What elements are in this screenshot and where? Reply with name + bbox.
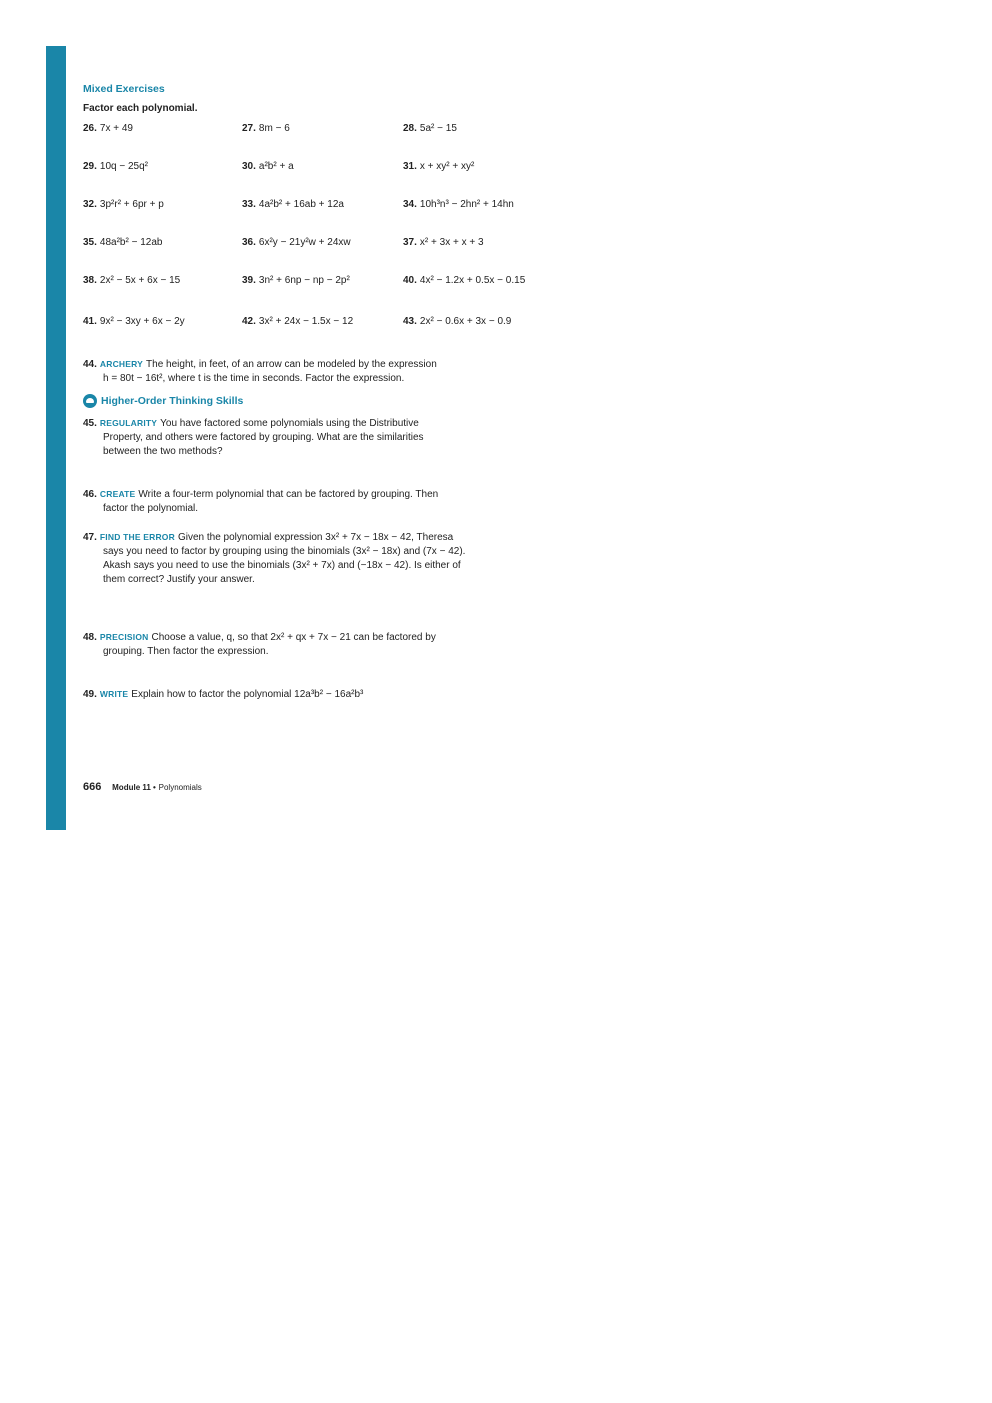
exercise-number: 27. xyxy=(242,123,256,134)
exercise-expression: 3p²r² + 6pr + p xyxy=(99,199,164,210)
problem-keyword: ARCHERY xyxy=(99,359,144,369)
exercise-item xyxy=(403,123,457,134)
exercise-number: 38. xyxy=(83,275,97,286)
topic-label: Polynomials xyxy=(158,783,202,792)
exercise-expression: 3x² + 24x − 1.5x − 12 xyxy=(258,316,354,327)
exercise-expression: 5a² − 15 xyxy=(419,123,457,134)
exercise-item xyxy=(242,123,290,134)
exercise-number: 41. xyxy=(83,316,97,327)
problem-number: 47. xyxy=(83,532,97,543)
exercise-number: 32. xyxy=(83,199,97,210)
problem-text: them correct? Justify your answer. xyxy=(103,574,255,585)
exercise-expression: 6x²y − 21y²w + 24xw xyxy=(258,237,351,248)
problem-49 xyxy=(83,687,503,702)
problem-text: says you need to factor by grouping using the binomials (3x² − 18x) and (7x − 42). xyxy=(103,546,466,557)
problem-number: 44. xyxy=(83,359,97,370)
exercise-expression: 2x² − 5x + 6x − 15 xyxy=(99,275,181,286)
problem-47 xyxy=(83,530,503,587)
exercise-expression: 2x² − 0.6x + 3x − 0.9 xyxy=(419,316,512,327)
exercise-expression: 9x² − 3xy + 6x − 2y xyxy=(99,316,185,327)
problem-text: Property, and others were factored by grouping. What are the similarities xyxy=(103,432,424,443)
exercise-number: 36. xyxy=(242,237,256,248)
problem-45 xyxy=(83,416,503,459)
exercise-item xyxy=(83,199,164,210)
problem-text: Choose a value, q, so that 2x² + qx + 7x − 21 can be factored by xyxy=(151,632,436,643)
exercise-expression: 10h³n³ − 2hn² + 14hn xyxy=(419,199,514,210)
exercise-number: 43. xyxy=(403,316,417,327)
exercise-item xyxy=(403,275,525,286)
problem-keyword: CREATE xyxy=(99,489,136,499)
exercise-expression: x + xy² + xy² xyxy=(419,161,475,172)
exercise-item xyxy=(83,161,148,172)
problem-keyword: REGULARITY xyxy=(99,418,158,428)
exercise-expression: 4a²b² + 16ab + 12a xyxy=(258,199,344,210)
exercise-item xyxy=(242,237,351,248)
problem-text: Akash says you need to use the binomials (3x² + 7x) and (−18x − 42). Is either of xyxy=(103,560,461,571)
problem-text: Explain how to factor the polynomial 12a³b² − 16a²b³ xyxy=(131,689,364,700)
instruction-text: Factor each polynomial. xyxy=(83,103,198,114)
problem-number: 45. xyxy=(83,418,97,429)
exercise-item xyxy=(83,316,185,327)
hots-heading xyxy=(83,394,243,408)
exercise-number: 26. xyxy=(83,123,97,134)
problem-number: 46. xyxy=(83,489,97,500)
exercise-item xyxy=(83,123,133,134)
exercise-item xyxy=(242,199,344,210)
exercise-item xyxy=(83,237,162,248)
problem-text: factor the polynomial. xyxy=(103,503,199,514)
problem-number: 48. xyxy=(83,632,97,643)
problem-keyword: WRITE xyxy=(99,689,129,699)
exercise-item xyxy=(83,275,180,286)
problem-text: Write a four-term polynomial that can be factored by grouping. Then xyxy=(138,489,439,500)
exercise-item xyxy=(403,316,511,327)
problem-text: grouping. Then factor the expression. xyxy=(103,646,269,657)
exercise-number: 39. xyxy=(242,275,256,286)
brain-icon xyxy=(83,394,97,408)
section-title: Mixed Exercises xyxy=(83,83,165,95)
exercise-number: 30. xyxy=(242,161,256,172)
exercise-expression: 8m − 6 xyxy=(258,123,290,134)
page-footer xyxy=(83,781,202,793)
problem-text: h = 80t − 16t², where t is the time in seconds. Factor the expression. xyxy=(103,373,405,384)
exercise-number: 29. xyxy=(83,161,97,172)
exercise-expression: 4x² − 1.2x + 0.5x − 0.15 xyxy=(419,275,526,286)
exercise-expression: 7x + 49 xyxy=(99,123,133,134)
problem-text: between the two methods? xyxy=(103,446,223,457)
exercise-expression: 10q − 25q² xyxy=(99,161,149,172)
exercise-number: 33. xyxy=(242,199,256,210)
exercise-number: 35. xyxy=(83,237,97,248)
problem-text: Given the polynomial expression 3x² + 7x − 18x − 42, Theresa xyxy=(177,532,454,543)
problem-number: 49. xyxy=(83,689,97,700)
exercise-item xyxy=(403,199,514,210)
exercise-expression: 48a²b² − 12ab xyxy=(99,237,163,248)
page-number: 666 xyxy=(83,781,102,793)
module-label: Module 11 • xyxy=(112,783,156,792)
exercise-number: 42. xyxy=(242,316,256,327)
exercise-number: 28. xyxy=(403,123,417,134)
exercise-expression: 3n² + 6np − np − 2p² xyxy=(258,275,350,286)
problem-keyword: PRECISION xyxy=(99,632,149,642)
exercise-item xyxy=(242,161,294,172)
problem-46 xyxy=(83,487,503,516)
exercise-number: 37. xyxy=(403,237,417,248)
exercise-expression: x² + 3x + x + 3 xyxy=(419,237,484,248)
exercise-item xyxy=(403,237,484,248)
problem-text: You have factored some polynomials using the Distributive xyxy=(160,418,419,429)
exercise-item xyxy=(242,275,350,286)
side-color-bar xyxy=(46,46,66,830)
problem-44 xyxy=(83,357,503,386)
problem-text: The height, in feet, of an arrow can be modeled by the expression xyxy=(146,359,437,370)
exercise-item xyxy=(242,316,353,327)
problem-keyword: FIND THE ERROR xyxy=(99,532,175,542)
exercise-number: 40. xyxy=(403,275,417,286)
exercise-item xyxy=(403,161,474,172)
problem-48 xyxy=(83,630,503,659)
hots-title: Higher-Order Thinking Skills xyxy=(101,395,244,407)
exercise-expression: a²b² + a xyxy=(258,161,294,172)
exercise-number: 34. xyxy=(403,199,417,210)
exercise-number: 31. xyxy=(403,161,417,172)
